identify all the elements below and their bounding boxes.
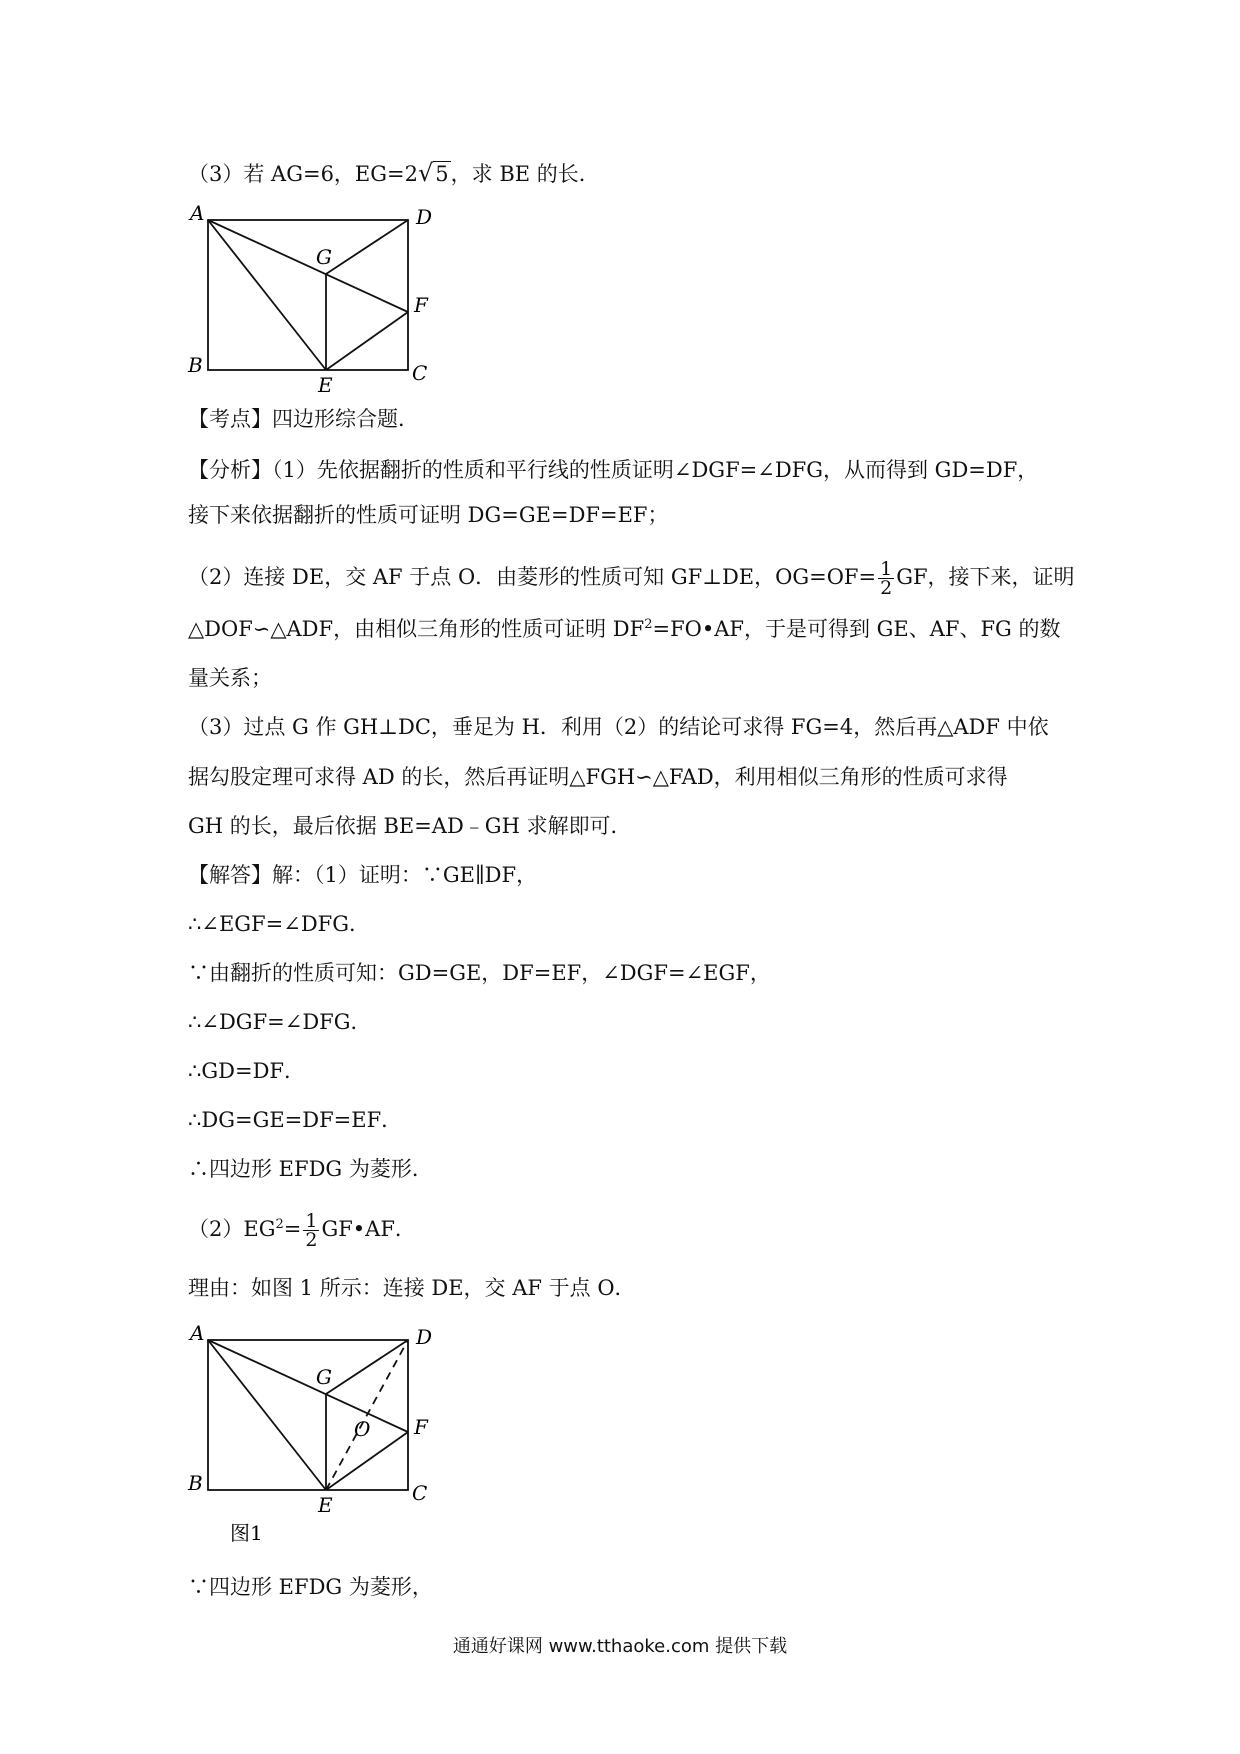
analysis-line-2: 接下来依据翻折的性质可证明 DG=GE=DF=EF； [188,503,669,527]
label-c: C [412,361,428,385]
equals-sign: = [283,1217,302,1241]
sqrt-symbol: √5 [418,159,449,187]
label-g: G [316,1365,332,1389]
superscript-2: 2 [644,617,653,632]
sqrt-radicand: 5 [435,162,449,186]
segment-ae [208,1340,326,1490]
superscript-2: 2 [275,1217,284,1232]
kaodian-line: 【考点】四边形综合题． [188,407,419,431]
figure-top-svg [180,200,440,400]
segment-af [208,1340,408,1432]
solution-line-8-a: （2）EG [188,1217,276,1241]
analysis-line-6: （3）过点 G 作 GH⊥DC，垂足为 H．利用（2）的结论可求得 FG=4，然后再△ADF 中依 [188,715,1049,739]
analysis-line-5: 量关系； [188,666,272,690]
fraction-denominator: 2 [880,577,893,599]
solution-line-2: ∴∠EGF=∠DFG． [188,912,371,936]
segment-ef [326,312,408,370]
label-b: B [188,353,203,377]
figure-caption: 图1 [230,1521,263,1545]
analysis-line-3-a: （2）连接 DE，交 AF 于点 O．由菱形的性质可知 GF⊥DE，OG=OF= [188,565,877,589]
figure-1-svg [180,1318,440,1558]
analysis-line-3 [188,558,1075,599]
fraction-half [878,560,894,597]
label-e: E [318,373,333,397]
analysis-line-7: 据勾股定理可求得 AD 的长，然后再证明△FGH∽△FAD，利用相似三角形的性质可求得 [188,765,1008,789]
last-line: ∵四边形 EFDG 为菱形， [188,1575,433,1599]
solution-line-8 [188,1212,1068,1249]
label-e: E [318,1493,333,1517]
question-3-prefix: （3）若 AG=6，EG=2 [188,162,418,186]
solution-line-6: ∴DG=GE=DF=EF． [188,1108,403,1132]
fraction-denominator: 2 [305,1229,318,1251]
label-d: D [416,1325,433,1349]
label-f: F [414,293,428,317]
segment-af [208,220,408,312]
solution-line-1: 【解答】解：（1）证明：∵GE∥DF， [188,863,538,887]
segment-gd [326,1340,408,1394]
fraction-numerator: 1 [880,558,893,580]
analysis-line-3-b: GF，接下来，证明 [896,565,1075,589]
solution-line-3: ∵由翻折的性质可知：GD=GE，DF=EF，∠DGF=∠EGF， [188,961,771,985]
analysis-line-4-b: =FO•AF，于是可得到 GE、AF、FG 的数 [652,617,1061,641]
label-a: A [190,1321,205,1345]
solution-line-9: 理由：如图 1 所示：连接 DE，交 AF 于点 O． [188,1276,636,1300]
analysis-line-8: GH 的长，最后依据 BE=AD﹣GH 求解即可． [188,814,632,838]
question-3-suffix: ，求 BE 的长． [450,162,600,186]
label-g: G [316,245,332,269]
page-footer: 通通好课网 www.tthaoke.com 提供下载 [452,1636,788,1657]
solution-line-4: ∴∠DGF=∠DFG． [188,1010,372,1034]
analysis-line-1: 【分析】（1）先依据翻折的性质和平行线的性质证明∠DGF=∠DFG，从而得到 GD=DF， [188,458,1039,482]
solution-line-8-b: GF•AF． [321,1217,416,1241]
dashed-segment-de [326,1340,408,1490]
label-b: B [188,1471,203,1495]
label-a: A [190,201,205,225]
label-d: D [416,205,433,229]
fraction-half [303,1212,319,1249]
fraction-numerator: 1 [305,1210,318,1232]
analysis-line-4 [188,614,1068,644]
question-3 [188,158,1068,189]
label-f: F [414,1415,428,1439]
geometry-figure-1 [180,1318,440,1562]
solution-line-7: ∴四边形 EFDG 为菱形． [188,1157,433,1181]
segment-gd [326,220,408,274]
analysis-line-4-a: △DOF∽△ADF，由相似三角形的性质可证明 DF [188,617,645,641]
label-o: O [354,1417,371,1441]
geometry-figure-top [180,200,440,404]
solution-line-5: ∴GD=DF． [188,1059,305,1083]
label-c: C [412,1481,428,1505]
segment-ae [208,220,326,370]
